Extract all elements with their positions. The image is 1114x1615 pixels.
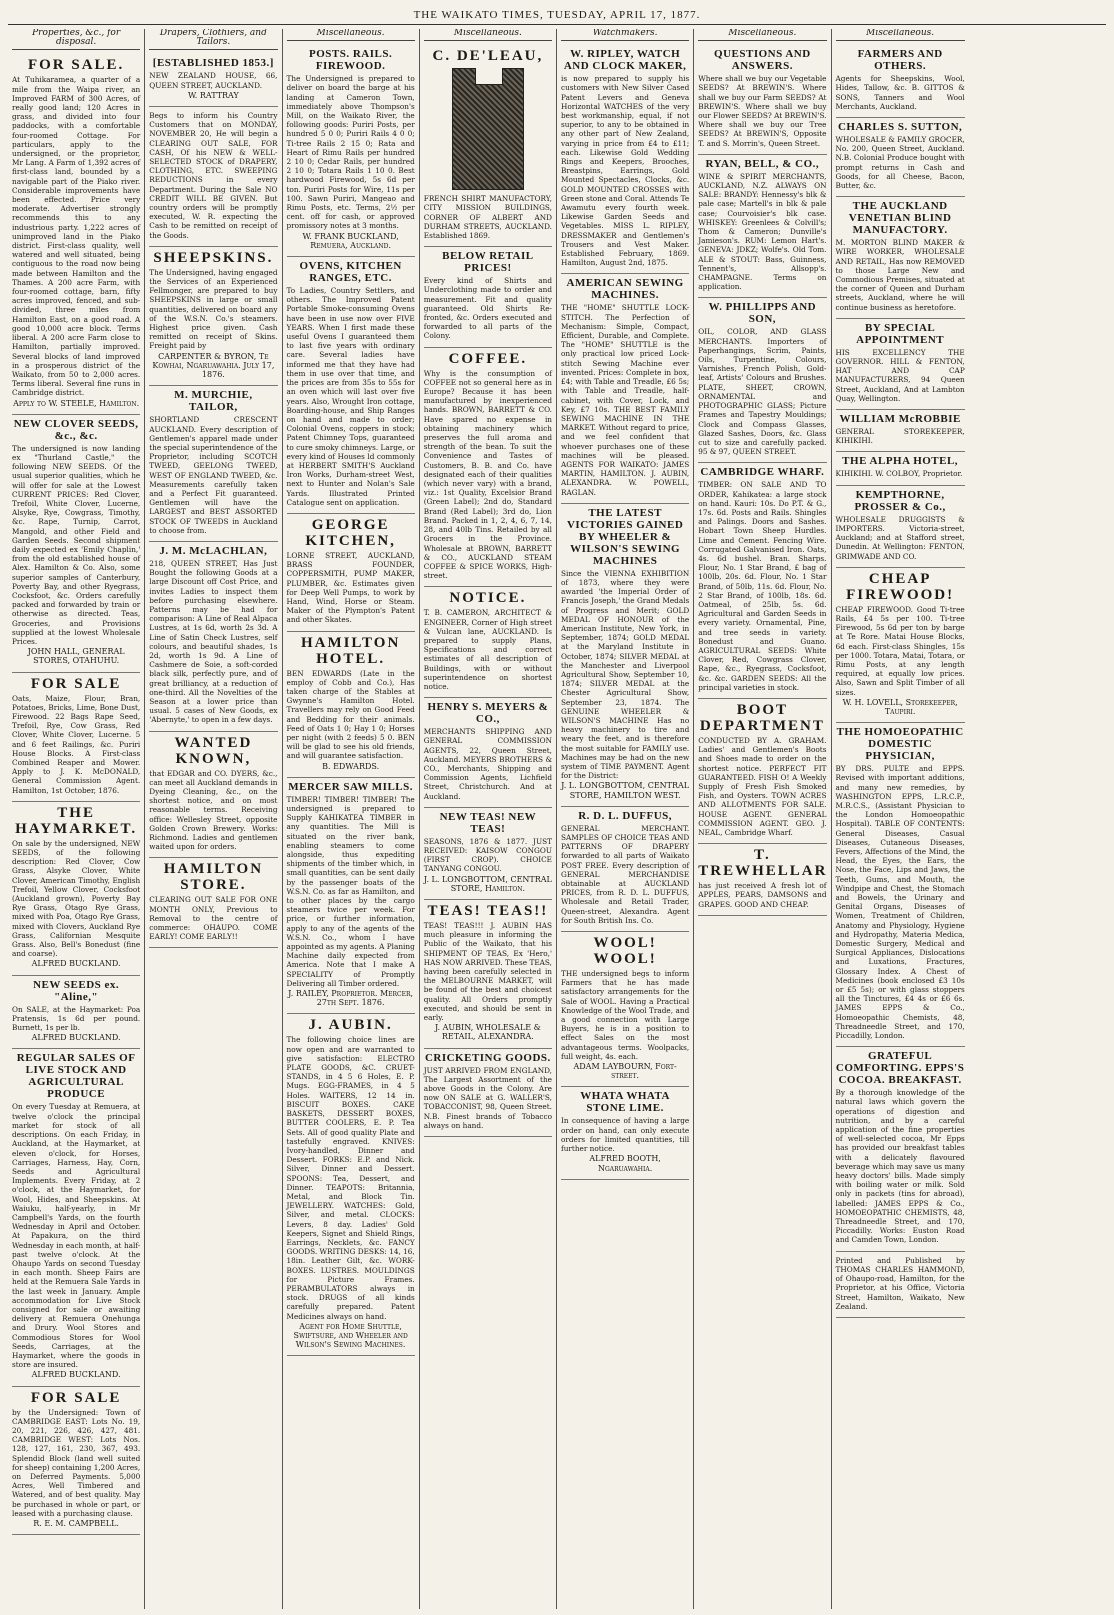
column-heading: Properties, &c., for disposal. <box>12 29 140 50</box>
advertisement <box>12 802 140 976</box>
ad-body: KIHIKIHI. W. COLBOY, Proprietor. <box>835 469 963 479</box>
ad-body: On every Tuesday at Remuera, at twelve o'clock the principal market for stock of all descriptions. On each Friday, in Auckland, at the Haymarket, at eleven o'clock, for Horses, Carriages, Harness, Hay, Corn, Seeds and Agricultural Implements. Every Friday, at 2 o'clock, at the Haymarket, for Wool, Hides, and Sheepskins. At Waiuku, half-yearly, in Mr Campbell's Yards, on the fourth Wednesday in April and October. At Papakura, on the third Wednesday in each month, at half-past twelve o'clock. At the Ohaupo Yards on second Tuesday in each month. Sheep Fairs are held at the Remuera Sale Yards in the last week in January. Ample accommodation for Live Stock consigned for sale or awaiting delivery at Remuera Onehunga and Drury. Wool Stores and Commodious Stores for Wool Seeds, Carriages, at the Haymarket, where the goods in store are insured. <box>12 1102 141 1370</box>
ad-signature: ALFRED BOOTH, Ngaruawahia. <box>589 1154 661 1173</box>
advertisement <box>287 1014 415 1356</box>
ad-title: R. D. L. DUFFUS, <box>578 809 673 822</box>
ad-title: COFFEE. <box>448 350 528 367</box>
ad-title: M. MURCHIE, TAILOR, <box>174 389 253 414</box>
ad-signature: W. H. LOVELL, Storekeeper, Taupiri. <box>842 697 958 716</box>
ad-body: WHOLESALE DRUGGISTS & IMPORTERS. Victoria-street, Auckland; and at Stafford street, Dunedin. At Wellington: FENTON, GRIMWADE AND CO. <box>835 514 965 561</box>
advertisement <box>287 45 415 257</box>
ad-title: KEMPTHORNE, PROSSER & Co., <box>854 488 946 513</box>
ad-title: TEAS! TEAS!! <box>427 902 549 919</box>
ad-body: THE undersigned begs to inform Farmers that he has made satisfactory arrangements for the Sale of WOOL. Having a Practical Knowledge of the Wool Trade, and a good connection with Large Buyers, he is in a position to effect Sales on the most advantageous terms. Woolpacks, full weight, 4s. each. <box>561 969 690 1061</box>
column-heading: Drapers, Clothiers, and Tailors. <box>149 29 277 50</box>
advertisement <box>836 723 965 1047</box>
ad-title: J. AUBIN. <box>308 1017 393 1034</box>
column-7 <box>832 29 969 1609</box>
advertisement <box>12 415 140 673</box>
advertisement <box>424 808 552 900</box>
ad-body: MERCHANTS SHIPPING AND GENERAL COMMISSION AGENTS, 22, Queen Street, Auckland. MEYERS BROTHERS & CO., Merchants, Shipping and Commission Agents, Lichfield Street, Christchurch. And at Auckland. <box>423 727 552 801</box>
ad-body: At Tuhikaramea, a quarter of a mile from the Waipa river, an Improved FARM of 300 Acres, of really good land; 120 Acres in grass, and divided into four paddocks, with a comfortable four-roomed Cottage. For particulars, apply to the undersigned, or the proprietor, Mr Lang. A Farm of 1,392 acres of first-class land, bounded by a navigable part of the Piako river. Considerable improvements have been effected. Price very moderate. Advertiser strongly recommends this to any industrious party. 1,222 acres of unimproved land in the Piako district. First-class quality, well watered and well situated, being contiguous to the road now being made between Hamilton and the Thames. A 200 acre Farm, with four-roomed cottage, barn, fifty acres improved, fenced, and sub-divided, three miles from Hamilton East, on a good road. A good 10,000 acre block. Terms liberal. A 200 acre Farm close to Hamilton, partially improved. Several blocks of land improved in a prosperous district of the Waikato, from 50 to 2,000 acres. Terms liberal. Several fine runs in Cambridge district. <box>12 75 141 398</box>
column-1 <box>8 29 145 1609</box>
advertisement <box>287 257 415 514</box>
ad-body: OIL, COLOR, AND GLASS MERCHANTS. Importers of Paperhangings, Scrim, Paints, Oils, Turpentine, Colours, Varnishes, French Polish, Gold-leaf, Artists' Colours and Brushes. PLATE, SHEET, CROWN, ORNAMENTAL and PHOTOGRAPHIC GLASS; Picture Frames and Tapestry Mouldings; Clock and Compass Glasses, Glazed Sashes, Doors, &c. Glass cut to size and carefully packed. 95 & 97, QUEEN STREET. <box>698 327 827 457</box>
ad-title: REGULAR SALES OF LIVE STOCK AND AGRICULTURAL PRODUCE <box>16 1052 136 1101</box>
ad-body: Why is the consumption of COFFEE not so general here as in Europe? Because it has been manufactured by inexperienced hands. BROWN, BARRETT & CO. Have spared no expense in obtaining machinery which preserves the full aroma and strength of the bean. To suit the Convenience and Tastes of Customers, B. B. and Co. have designated each of their qualities (which never vary) with a brand, viz.: 1st Quality, Excelsior Brand (Green Label); 2nd do, Standard Brand (Red Label); 3rd do, Lion Brand. Packed in 1, 2, 4, 6, 7, 14, 28, and 40lb Tins. Retailed by all Grocers in the Province. Wholesale at BROWN, BARRETT & CO., AUCKLAND STEAM COFFEE & SPICE WORKS, High-street. <box>423 368 552 581</box>
advertisement <box>561 504 689 807</box>
ad-title: THE LATEST VICTORIES GAINED BY WHEELER & WILSON'S SEWING MACHINES <box>566 506 684 567</box>
ad-body: Since the VIENNA EXHIBITION of 1873, where they were awarded 'the Imperial Order of Francis Joseph,' the Grand Medals of Progress and Merit; GOLD MEDAL OF HONOUR of the American Institute, New York, in September, 1874; GOLD MEDAL at the Maryland Institute in October, 1874; SILVER MEDAL at the Manchester and Liverpool Agricultural Show, September 10, 1874; SILVER MEDAL at the Chester Agricultural Show, September 23, 1874. The GENUINE WHEELER & WILSON'S MACHINE Has no heavy machinery to tire and weary the feet, and is therefore the most suitable for FAMILY use. Machines may be had on the new system of TIME PAYMENT. Agent for the District: <box>561 568 690 781</box>
ad-body: On SALE, at the Haymarket: Poa Pratensis, 1s 6d per pound. Burnett, 1s per lb. <box>12 1004 141 1033</box>
ad-signature: CARPENTER & BYRON, Te Kowhai, Ngaruawahia. July 17, 1876. <box>152 351 275 380</box>
advertisement <box>287 778 415 1015</box>
advertisement <box>287 632 415 778</box>
ad-title: THE ALPHA HOTEL, <box>842 455 959 468</box>
ad-body: FRENCH SHIRT MANUFACTORY, CITY MISSION BUILDINGS, CORNER OF ALBERT AND DURHAM STREETS, AUCKLAND. Established 1869. <box>423 194 552 241</box>
advertisement <box>424 698 552 808</box>
ad-body: CLEARING OUT SALE FOR ONE MONTH ONLY, Previous to Removal to the centre of commerce: OHAUPO. COME EARLY! COME EARLY!! <box>149 895 278 942</box>
advertisement <box>698 298 826 463</box>
ad-body: By a thorough knowledge of the natural laws which govern the operations of digestion and nutrition, and by a careful application of the fine properties of well-selected cocoa, Mr Epps has provided our breakfast tables with a delicately flavoured beverage which may save us many heavy doctors' bills. Made simply with boiling water or milk. Sold only in packets (tins for abroad), labelled: JAMES EPPS & Co., HOMOEOPATHIC CHEMISTS, 48, Threadneedle Street, and 170, Piccadilly. Works: Euston Road and Camden Town, London. <box>835 1088 965 1245</box>
advertisement <box>149 247 277 386</box>
advertisement <box>836 45 965 118</box>
ad-signature: Agent for Home Shuttle, Swiftsure, and Wheeler and Wilson's Sewing Machines. <box>293 1321 408 1350</box>
ad-title: T. TREWHELLAR <box>698 847 828 880</box>
advertisement <box>836 410 965 452</box>
ad-body: Every kind of Shirts and Underclothing made to order and measurement. Fit and quality guaranteed. Old Shirts Re-fronted, &c. Orders executed and forwarded to all parts of the Colony. <box>423 276 552 341</box>
ad-signature: ALFRED BUCKLAND. <box>31 1033 121 1043</box>
column-heading: Miscellaneous. <box>424 29 552 41</box>
column-heading: Miscellaneous. <box>836 29 965 41</box>
advertisement <box>698 463 826 699</box>
ad-body: Agents for Sheepskins, Wool, Hides, Tallow, &c. B. GITTOS & SONS, Tanners and Wool Merchants, Auckland. <box>835 74 965 111</box>
advertisement <box>561 807 689 932</box>
advertisement <box>424 1049 552 1137</box>
ad-signature: W. RATTRAY <box>187 90 239 100</box>
ad-body: 218, QUEEN STREET, Has Just Bought the following Goods at a large Discount off Cost Price, and invites Ladies to inspect them before purchasing elsewhere. Patterns may be had for comparison: A Line of Real Alpaca Lustres, at 1s 6d, worth 2s 3d. A Line of Satin Check Lustres, self colours, and beautiful shades, 1s 2d, worth 1s 9d. A Line of Cashmere de Soie, a soft-corded black silk, perfectly pure, and of great brilliancy, at a reduction of one-third. All the Novelties of the Season at a lower price than usual. 5 cases of New Goods, ex 'Abernyte,' to open in a few days. <box>149 558 278 725</box>
ad-body: The undersigned is now landing ex "Thurland Castle," the following NEW SEEDS. Of the usual superior qualities, which he will offer for sale at the Lowest CURRENT PRICES: Red Clover, Trefoil, White Clover, Lucerne, Alsyke, Rye, Cowgrass, Timothy, &c. Rape, Turnip, Carrot, Mangold, and other Field and Garden Seeds. Second shipment daily expected ex 'Emily Chaplin,' from the old established house of Alex. Hamilton & Co. Also, some superior samples of Canterbury, Poverty Bay, and other Ryegrass, Cocksfoot, &c. Orders carefully packed and forwarded by train or otherwise as directed. Teas, Groceries, and Provisions supplied at the lowest Wholesale Prices. <box>12 443 141 646</box>
advertisement <box>561 1087 689 1179</box>
ad-title: THE HOMOEOPATHIC DOMESTIC PHYSICIAN, <box>836 726 964 763</box>
ad-signature: ALFRED BUCKLAND. <box>31 959 121 969</box>
ad-title: W. RIPLEY, WATCH AND CLOCK MAKER, <box>563 48 687 73</box>
ad-body: WHOLESALE & FAMILY GROCER, No. 200, Queen Street, Auckland. N.B. Colonial Produce bought with prompt returns in Cash and Goods, for all Cheese, Bacon, Butter, &c. <box>835 135 965 191</box>
ad-title: THE AUCKLAND VENETIAN BLIND MANUFACTORY. <box>848 200 952 237</box>
ad-title: FOR SALE. <box>27 57 125 74</box>
ad-title: W. PHILLIPPS AND SON, <box>708 301 817 326</box>
advertisement <box>698 699 826 844</box>
ad-title: AMERICAN SEWING MACHINES. <box>566 277 684 302</box>
ad-body: SEASONS, 1876 & 1877. JUST RECEIVED: KAISOW CONGOU (FIRST CROP). CHOICE TANYANG CONGOU. <box>423 836 552 874</box>
ad-title: C. DE'LEAU, <box>432 48 544 65</box>
ad-body: THE "HOME" SHUTTLE LOCK-STITCH. The Perfection of Mechanism: Simple, Compact, Efficient, Durable, and Complete. The "HOME" SHUTTLE is the only practical low priced Lock-stitch Sewing Machine ever invented. Prices: Complete in box, £4; with Table and Treadle, £6 5s; with Table and Treadle, half-cabinet, with Cover, Lock, and Key, £7 10s. THE BEST FAMILY SEWING MACHINE IN THE MARKET. Without regard to price, and we feel confident that whoever purchases one of these machines will be pleased. AGENTS FOR WAIKATO: JAMES MARTIN, HAMILTON. J. AUBIN, ALEXANDRA. W. POWELL, RAGLAN. <box>561 303 690 497</box>
advertisement <box>836 319 965 410</box>
ad-body: Where shall we buy our Vegetable SEEDS? At BREWIN'S. Where shall we buy our Farm SEEDS? At BREWIN'S. Where shall we buy our Flower SEEDS? At BREWIN'S. Where shall we buy our Tree SEEDS? At BREWIN'S, Opposite T. and S. Morrin's, Queen Street. <box>698 74 827 148</box>
ad-body: NEW ZEALAND HOUSE, 66, QUEEN STREET, AUCKLAND. <box>149 71 278 90</box>
ad-title: HAMILTON HOTEL. <box>300 634 401 667</box>
masthead-title: THE WAIKATO TIMES, TUESDAY, APRIL 17, 1877. <box>413 9 701 21</box>
ad-body: M. MORTON BLIND MAKER & WIRE WORKER, WHOLESALE AND RETAIL, Has now REMOVED to those Large New and Commodious Premises, situated at the corner of Queen and Durham streets, Auckland, where he will continue business as heretofore. <box>835 238 965 312</box>
advertisement <box>424 900 552 1049</box>
ad-body: TIMBER: ON SALE AND TO ORDER, Kahikatea: a large stock on hand. Kauri: 10s. Do P.T. & G., 17s. 6d. Posts and Rails. Shingles and Palings. Doors and Sashes. Hobart Town Sheep Hurdles. Lime and Cement. Fencing Wire. Corrugated Galvanised Iron. Oats, 4s. 6d bushel. Bran. Sharps. Flour, No. 1 Star Brand, £ bag of 100lb, 20s. 6d. Flour, No. 1 Star Brand, of 50lb, 11s. 6d. Flour, No. 2 Star Brand, of 100lb, 18s. 6d. Oatmeal, of 25lb, 5s. 6d. Agricultural and Garden Seeds in every variety. Ornamental, Pine, and tree seeds in variety. Bonedust and Guano. AGRICULTURAL SEEDS: White Clover, Red, Cowgrass Clover, Rape, &c., Ryegrass, Cocksfoot, &c. &c. GARDEN SEEDS: All the principal varieties in stock. <box>698 480 827 692</box>
ad-title: GRATEFUL COMFORTING. EPPS'S COCOA. BREAKFAST. <box>835 1050 965 1087</box>
column-4 <box>420 29 557 1609</box>
ad-title: THE HAYMARKET. <box>15 804 138 837</box>
ad-body: TEAS! TEAS!!! J. AUBIN HAS much pleasure in informing the Public of the Waikato, that his SHIPMENT OF TEAS, Ex 'Hero,' HAS NOW ARRIVED. These TEAS, having been carefully selected in the MELBOURNE MARKET, will be found of the best and choicest quality. All Orders promptly executed, and should be sent in early. <box>423 920 552 1023</box>
ad-title: WANTED KNOWN, <box>174 734 253 767</box>
ad-body: Begs to inform his Country Customers that on MONDAY, NOVEMBER 20, He will begin a CLEARING OUT SALE, FOR CASH, Of his NEW & WELL-SELECTED STOCK of DRAPERY, CLOTHING, ETC. SWEEPING REDUCTIONS in every Department. During the Sale NO CREDIT WILL BE GIVEN. But country orders will be promptly executed, W. R. expecting the Cash to be remitted on receipt of the Goods. <box>149 111 278 240</box>
ad-title: QUESTIONS AND ANSWERS. <box>714 48 811 73</box>
shirt-collar <box>475 68 503 85</box>
ad-signature: J. L. LONGBOTTOM, CENTRAL STORE, HAMILTON WEST. <box>561 781 690 800</box>
ad-title: BOOT DEPARTMENT <box>699 701 825 734</box>
ad-title: FARMERS AND OTHERS. <box>857 48 943 73</box>
advertisement <box>149 54 277 107</box>
advertisement <box>836 452 965 485</box>
ad-title: POSTS. RAILS. FIREWOOD. <box>309 48 393 73</box>
advertisement <box>424 348 552 588</box>
advertisement <box>149 732 277 859</box>
ad-title: WOOL! WOOL! <box>593 935 657 968</box>
ad-body: On sale by the undersigned, NEW SEEDS, of the following description: Red Clover, Cow Grass, Alsyke Clover, White Clover, American Timothy, English Trefoil, Yellow Clover, Cocksfoot (Auckland grown), Poverty Bay Rye Grass, Otago Rye Grass, mixed with Poa, Otago Rye Grass, mixed with Clovers, Auckland Rye Grass, Californian Mesquite Grass. Also, Bell's Bonedust (fine and coarse). <box>12 838 141 959</box>
ad-title: CHARLES S. SUTTON, <box>837 121 963 134</box>
ad-title: BY SPECIAL APPOINTMENT <box>856 321 945 346</box>
ad-signature: R. E. M. CAMPBELL. <box>33 1519 119 1529</box>
ad-title: GEORGE KITCHEN, <box>305 516 396 549</box>
advertisement <box>698 844 826 916</box>
ad-title: HAMILTON STORE. <box>163 861 264 894</box>
ad-body: The Undersigned, having engaged the Services of an Experienced Fellmonger, are prepared to buy SHEEPSKINS in large or small quantities, delivered on board any of the W.S.N. Co.'s steamers. Highest price given. Cash remitted on receipt of Skins. Freight paid by <box>149 267 278 351</box>
ad-signature: J. L. LONGBOTTOM, CENTRAL STORE, Hamilton. <box>423 874 552 893</box>
shirt-illustration <box>452 68 524 190</box>
advertisement <box>149 858 277 948</box>
advertisement <box>12 976 140 1050</box>
ad-body: The Undersigned is prepared to deliver on board the barge at his landing at Cameron Town, immediately above Thompson's Mill, on the Waikato River, the following goods: Puriri Posts, per hundred 5 0 0; Puriri Rails 4 0 0; Ti-tree Rails 2 15 0; Rata and Heart of Rimu Rails per hundred 2 10 0; Cedar Rails, per hundred 2 10 0; Totara Rails 1 10 0. Best hardwood Firewood, 5s 6d per ton. Puriri Posts for Wire, 11s per 100. Sawn Puriri, Mangeao and Rimu Posts, etc. Terms, 2½ per cent. off for cash, or approved promissory notes at 3 months. <box>286 74 415 231</box>
column-heading: Miscellaneous. <box>287 29 415 41</box>
column-container <box>8 29 1106 1609</box>
ad-body: In consequence of having a large order on hand, can only execute orders for limited quantities, till further notice. <box>561 1116 690 1154</box>
ad-body: To Ladies, Country Settlers, and others. The Improved Patent Portable Smoke-consuming Ovens have been in use now over FIVE YEARS. When I first made these useful Ovens I guaranteed them to last five years with ordinary care. Several ladies have informed me that they have had them in use over that time, and the prices are from 35s to 55s for an oven which will last over five years. Also, Wrought Iron cottage, Boarding-house, and Ship Ranges on hand and made to order; Colonial Ovens, coppers in stock; Patent Chimney Tops, guaranteed to cure smoky chimneys. Large, or every kind of Houses ld commonly at HERBERT SMITH'S Auckland Iron Works, Durham-street West, next to Hunter and Nolan's Sale Yards. Illustrated Printed Catalogue sent on application. <box>286 286 415 507</box>
ad-body: T. B. CAMERON, ARCHITECT & ENGINEER, Corner of High street & Vulcan lane, AUCKLAND. Is prepared to supply Plans, Specifications and correct estimates of all description of Buildings, with or without superintendence on shortest notice. <box>423 608 552 691</box>
ad-body: HIS EXCELLENCY THE GOVERNOR. HILL & FENTON, HAT AND CAP MANUFACTURERS, 94 Queen Street, Auckland, And at Lambton Quay, Wellington. <box>835 347 965 403</box>
ad-title: J. M. McLACHLAN, <box>159 544 268 557</box>
ad-body: that EDGAR and CO. DYERS, &c., can meet all Auckland demands in Dyeing Cleaning, &c., on the shortest notice, and on most reasonable terms. Receiving office: Wellesley Street, opposite Golden Crown Brewery. Works: Richmond. Ladies and gentlemen waited upon for orders. <box>149 768 278 852</box>
ad-body: GENERAL STOREKEEPER, KIHIKIHI. <box>835 427 965 446</box>
ad-body: TIMBER! TIMBER! TIMBER! The undersigned is prepared to Supply KAHIKATEA TIMBER in any quantities. The Mill is situated on the river bank, enabling steamers to come alongside, thus expediting shipments of the timber which, in small quantities, can be sent daily by the passenger boats of the W.S.N. Co. as far as Hamilton, and to other places by the cargo steamers twice per week. For price, or further information, apply to any of the agents of the W.S.N. Co., whom I have appointed as my agents. A Planing Machine daily expected from America. Note that I make A SPECIALITY of Promptly Delivering all Timber ordered. <box>286 794 415 988</box>
advertisement <box>424 587 552 698</box>
ad-signature: JOHN HALL, GENERAL STORES, OTAHUHU. <box>27 647 125 666</box>
advertisement <box>149 542 277 732</box>
ad-title: CHEAP FIREWOOD! <box>846 570 955 603</box>
ad-body: Oats, Maize, Flour, Bran, Potatoes, Bricks, Lime, Bone Dust, Firewood. 22 Bags Rape Seed, Trefoil, Rye, Cow Grass, Red Clover, White Clover, Lucerne. 5 and 6 feet Railings, &c. Puriri House Blocks. A First-class Combined Reaper and Mower. Apply to J. K. McDONALD, General Commission Agent. Hamilton, 1st October, 1876. <box>12 693 141 795</box>
ad-title: NEW SEEDS ex. "Aline," <box>33 978 120 1003</box>
advertisement <box>698 155 826 299</box>
column-6 <box>694 29 831 1609</box>
advertisement <box>12 1387 140 1536</box>
advertisement <box>12 1049 140 1386</box>
ad-title: NOTICE. <box>449 590 527 607</box>
advertisement <box>836 197 965 319</box>
ad-signature: Apply to W. STEELE, Hamilton. <box>13 398 140 408</box>
masthead <box>8 6 1106 25</box>
column-2 <box>145 29 282 1609</box>
advertisement <box>424 247 552 347</box>
ad-body: CHEAP FIREWOOD. Good Ti-tree Rails, £4 5s per 100. Ti-tree Firewood, 5s 6d per ton by barge at Te Rore. Matai House Blocks, 6d each. First-class Shingles, 15s per 1000. Totara, Matai, Totara, or Rimu Posts, at any length required, at equally low prices. Also, Sawn and Split Timber of all sizes. <box>835 604 965 697</box>
advertisement <box>149 107 277 247</box>
ad-title: [ESTABLISHED 1853.] <box>152 57 274 70</box>
ad-title: FOR SALE <box>30 1389 122 1406</box>
ad-body: SHORTLAND CRESCENT AUCKLAND. Every description of Gentlemen's apparel made under the special superintendence of the Proprietor, including SCOTCH TWEED, GEELONG TWEED, WEST OF ENGLAND TWEED, &c. Measurements carefully taken and a Perfect Fit guaranteed. Gentlemen will have the LARGEST and BEST ASSORTED STOCK OF TWEEDS in Auckland to choose from. <box>149 415 278 535</box>
ad-body: BY DRS. PULTE and EPPS. Revised with important additions, and many new remedies, by WASHINGTON EPPS, L.R.C.P., M.R.C.S., (Assistant Physician to the London Homoeopathic Hospital). TABLE OF CONTENTS: General Diseases, Casual Diseases, Cutaneous Diseases, Fevers, Affections of the Mind, the Head, the Eyes, the Ears, the Nose, the Face, Lips and Jaws, the Teeth, Gums, and Mouth, the Windpipe and Chest, the Stomach and Bowels, the Urinary and Genital Organs, Diseases of Women, Treatment of Children, Anatomy and Physiology, Hygiene and Hydropathy, Materia Medica, Domestic Surgery, Medical and Surgical Appliances, Dislocations and Luxations, Fractures, Glossary Index. A Chest of Medicines (book enclosed £3 10s or £5 5s); or with glass stoppers all the Tinctures, £4 4s or £6 6s. JAMES EPPS & Co., Homoeopathic Chemists, 48, Threadneedle Street, and 170, Piccadilly, London. <box>835 764 965 1041</box>
ad-body: JUST ARRIVED FROM ENGLAND, The Largest Assortment of the above Goods in the Colony. Are now ON SALE at G. WALLER'S, TOBACCONIST, 98, Queen Street. N.B. Finest brands of Tobacco always on hand. <box>423 1065 552 1130</box>
ad-body: The following choice lines are now open and are warranted to give satisfaction: ELECTRO PLATE GOODS, &C. CRUET-STANDS, in 4 5 6 Holes, E. P. Mugs. EGG-FRAMES, in 4 5 Holes. WAITERS, 12 14 in. BISCUIT BOXES. CAKE BASKETS, DESSERT BOXES, BUTTER COOLERS, E. P. Tea Sets. All of good quality Plate and tastefully engraved. KNIVES: Ivory-handled, Dinner and Dessert. FORKS: E.P. and Nick. Silver, Dinner and Dessert. SPOONS: Tea, Dessert, and Dinner. TEAPOTS: Britannia, Metal, and Block Tin. JEWELLERY. WATCHES: Gold, Silver, and metal. CLOCKS: Levers, 8 day. Ladies' Gold Keepers, Signet and Shield Rings, Earrings, Necklets, &c. FANCY GOODS. WRITING DESKS: 14, 16, 18in. Leather Gilt, &c. WORK-BOXES. LUSTRES. MOULDINGS for Picture Frames. PERAMBULATORS always in stock. DRUGS of all kinds carefully prepared. Patent Medicines always on hand. <box>286 1035 415 1321</box>
advertisement <box>287 514 415 632</box>
advertisement <box>424 45 552 247</box>
ad-signature: W. FRANK BUCKLAND, Remuera, Auckland. <box>302 231 399 250</box>
ad-signature: J. RAILEY, Proprietor. Mercer, 27th Sept. 1876. <box>288 989 414 1008</box>
advertisement <box>836 568 965 723</box>
ad-title: CAMBRIDGE WHARF. <box>700 466 825 479</box>
advertisement <box>12 54 140 414</box>
ad-signature: B. EDWARDS. <box>322 761 380 771</box>
column-heading: Miscellaneous. <box>698 29 826 41</box>
ad-title: RYAN, BELL, & CO., <box>705 157 820 170</box>
ad-body: BEN EDWARDS (Late in the employ of Cobb and Co.), Has taken charge of the Stables at Gwynne's Hamilton Hotel. Travellers may rely on Good Feed and Bedding for their animals. Feed of Oats 1 0; Hay 1 0; Horses per night (with 2 feeds) 5 0. BEN will be glad to see his old friends, and will guarantee satisfaction. <box>286 668 415 761</box>
ad-body: Printed and Published by THOMAS CHARLES HAMMOND, of Ohaupo-road, Hamilton, for the Proprietor, at his Office, Victoria Street, Hamilton, Waikato, New Zealand. <box>835 1255 965 1311</box>
advertisement <box>561 274 689 503</box>
advertisement <box>561 932 689 1087</box>
ad-title: BELOW RETAIL PRICES! <box>442 250 534 275</box>
ad-title: NEW TEAS! NEW TEAS! <box>439 810 537 835</box>
ad-title: MERCER SAW MILLS. <box>288 780 413 793</box>
advertisement <box>561 45 689 274</box>
ad-title: WILLIAM McROBBIE <box>839 413 961 426</box>
ad-body: GENERAL MERCHANT. SAMPLES OF CHOICE TEAS AND PATTERNS OF DRAPERY forwarded to all parts of Waikato POST FREE. Every description of GENERAL MERCHANDISE obtainable at AUCKLAND PRICES, from R. D. L. DUFFUS, Wholesale and Retail Trader, Queen-street, Alexandra. Agent for South British Ins. Co. <box>561 823 690 925</box>
ad-title: NEW CLOVER SEEDS, &c., &c. <box>13 417 139 442</box>
advertisement <box>698 45 826 155</box>
ad-signature: ADAM LAYBOURN, Fort-street. <box>573 1062 677 1081</box>
advertisement <box>836 1252 965 1318</box>
ad-signature: J. AUBIN, WHOLESALE & RETAIL, ALEXANDRA. <box>434 1023 541 1042</box>
ad-title: FOR SALE <box>30 675 122 692</box>
ad-body: by the Undersigned: Town of CAMBRIDGE EAST: Lots No. 19, 20, 221, 226, 426, 427, 481. CAMBRIDGE WEST: Lots Nos. 128, 127, 161, 230, 367, 493. Splendid Block (land well suited for sheep) containing 1,200 Acres, on Deferred Payments. 5,000 Acres, Well Timbered and Watered, and of best quality. May be purchased in whole or part, or leased with a purchasing clause. <box>12 1407 141 1518</box>
ad-title: WHATA WHATA STONE LIME. <box>580 1090 670 1115</box>
ad-title: SHEEPSKINS. <box>153 249 274 266</box>
column-5 <box>557 29 694 1609</box>
advertisement <box>836 486 965 568</box>
column-3 <box>283 29 420 1609</box>
ad-body: CONDUCTED BY A. GRAHAM. Ladies' and Gentlemen's Boots and Shoes made to order on the shortest notice. PERFECT FIT GUARANTEED. FISH O! A Weekly Supply of Fresh Fish Smoked Fish, and Oysters. TOWN ACRES AND ALLOTMENTS FOR SALE. HOUSE AGENT. GENERAL COMMISSION AGENT. GEO. J. NEAL, Cambridge Wharf. <box>698 735 827 838</box>
advertisement <box>836 118 965 197</box>
column-heading: Watchmakers. <box>561 29 689 41</box>
ad-title: HENRY S. MEYERS & CO., <box>427 701 549 726</box>
ad-body: LORNE STREET, AUCKLAND, BRASS FOUNDER, COPPERSMITH, PUMP MAKER, PLUMBER, &c. Estimates given for Deep Well Pumps, to work by Hand, Wind, Horse or Steam. Maker of the Plympton's Patent and other Skates. <box>286 550 415 625</box>
advertisement <box>836 1047 965 1251</box>
ad-title: OVENS, KITCHEN RANGES, ETC. <box>299 260 402 285</box>
ad-title: CRICKETING GOODS. <box>424 1051 551 1064</box>
ad-body: has just received A fresh lot of APPLES, PEARS, DAMSONS and GRAPES. GOOD AND CHEAP. <box>698 881 827 909</box>
ad-body: is now prepared to supply his customers with New Silver Cased Patent Levers and Geneva Horizontal WATCHES of the very best workmanship, equal, if not superior, to any to be obtained in any other part of New Zealand, varying in price from £4 to £11; each. Likewise Gold Wedding Rings and Keepers, Brooches, Breastpins, Earrings, Gold Mounted Spectacles, Clocks, &c. GOLD MOUNTED CROSSES with Green stone and Coral. Attends Te Awamutu every fourth week. Likewise Garden Seeds and Vegetables. MISS L. RIPLEY, DRESSMAKER and Gentlemen's Trousers and Vest Maker. Established February, 1869. Hamilton, August 2nd, 1875. <box>561 74 690 268</box>
ad-body: WINE & SPIRIT MERCHANTS, AUCKLAND, N.Z. ALWAYS ON SALE: BRANDY: Hennessy's blk & pale case; Martell's in blk & pale case; Courvoisier's blk case. WHISKEY: Greenlees & Colvill's; Thom & Cameron; Dunville's Jamieson's. RUM: Lemon Hart's. GENEVA: JDKZ; Wolfe's. Old Tom. ALE & STOUT: Bass, Guinness, Tennent's, Allsopp's. CHAMPAGNE. Terms on application. <box>698 171 827 292</box>
ad-signature: ALFRED BUCKLAND. <box>31 1370 121 1380</box>
advertisement <box>149 386 277 542</box>
advertisement <box>12 673 140 802</box>
